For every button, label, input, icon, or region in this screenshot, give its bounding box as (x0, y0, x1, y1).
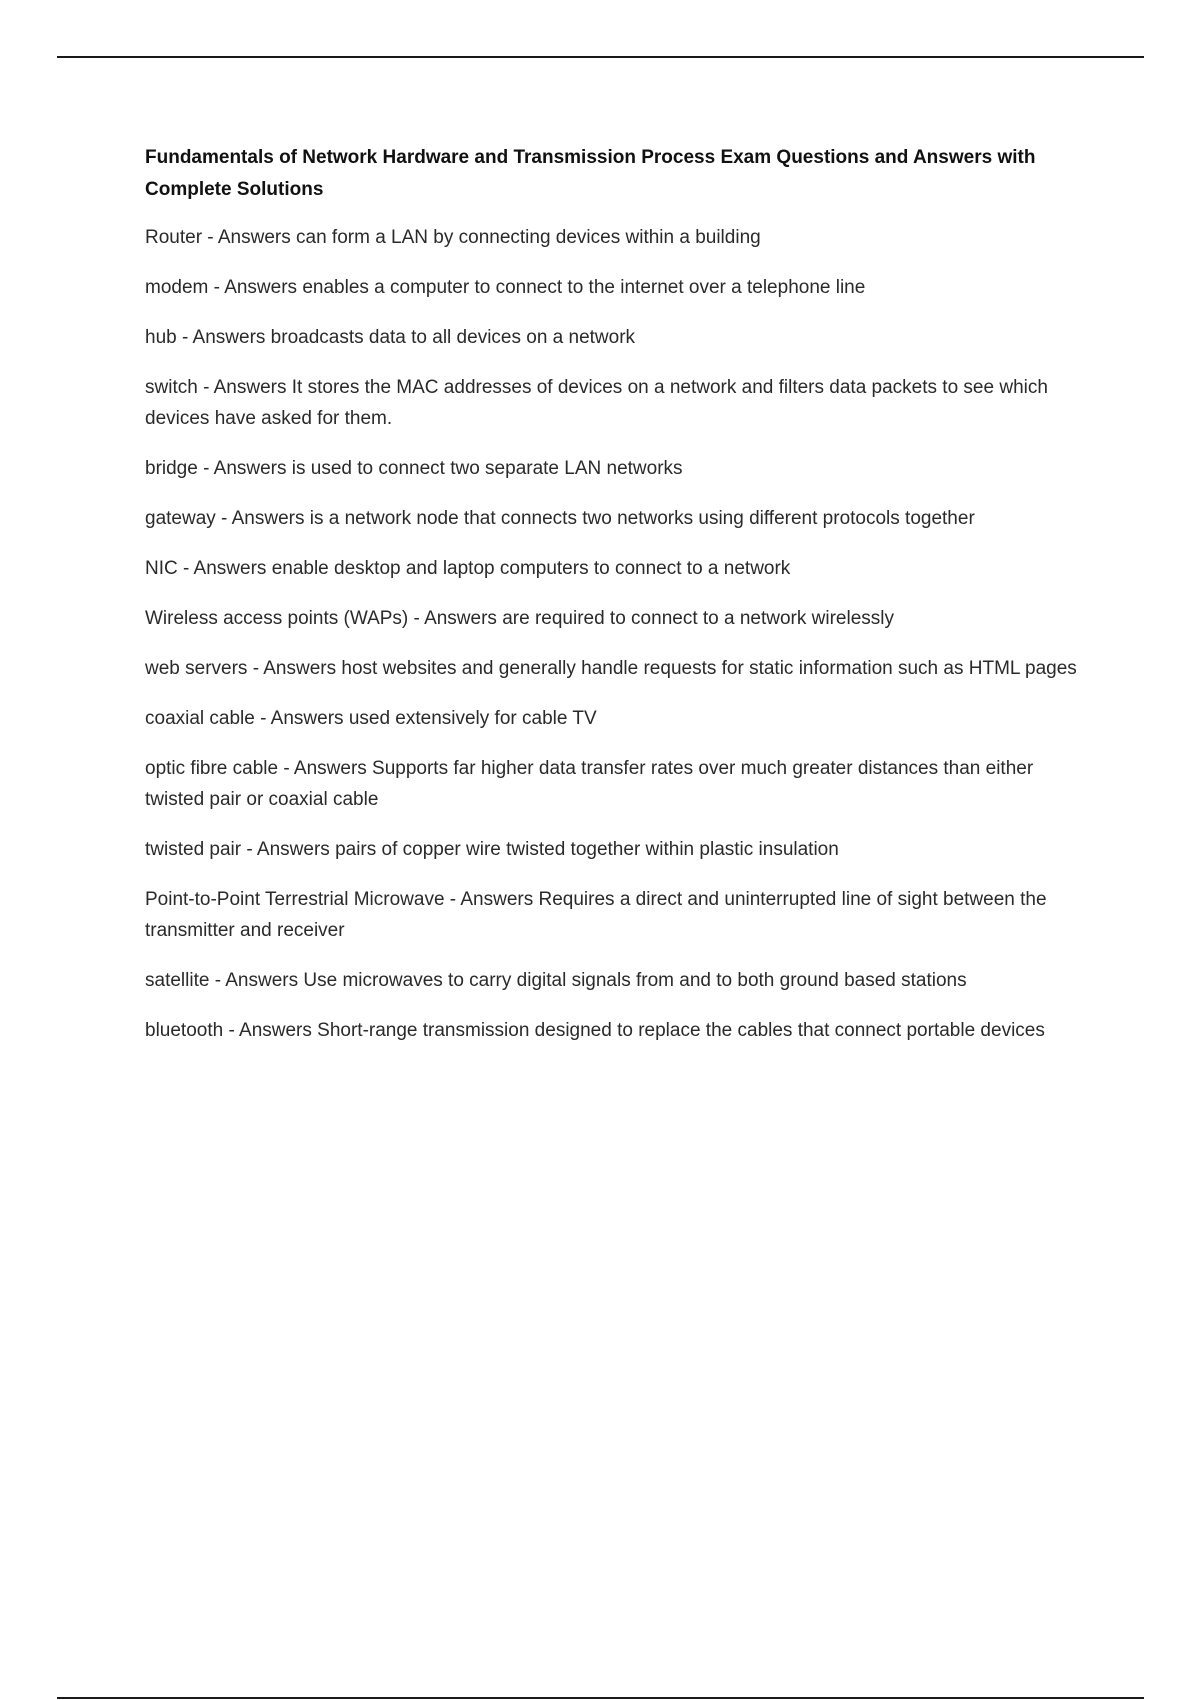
qa-item: switch - Answers It stores the MAC addresses of devices on a network and filters data packets to see which devices have asked for them. (145, 377, 1048, 429)
footer-rule (57, 1697, 1144, 1699)
qa-item: modem - Answers enables a computer to connect to the internet over a telephone line (145, 277, 866, 298)
header-rule (57, 56, 1144, 58)
qa-item: satellite - Answers Use microwaves to carry digital signals from and to both ground based stations (145, 970, 967, 991)
qa-item: NIC - Answers enable desktop and laptop computers to connect to a network (145, 558, 791, 579)
qa-item: twisted pair - Answers pairs of copper wire twisted together within plastic insulation (145, 839, 839, 860)
document-title: Fundamentals of Network Hardware and Transmission Process Exam Questions and Answers with Complete Solutions (145, 147, 1036, 200)
qa-item: hub - Answers broadcasts data to all devices on a network (145, 327, 636, 348)
qa-item: gateway - Answers is a network node that connects two networks using different protocols together (145, 508, 975, 529)
qa-item: bridge - Answers is used to connect two separate LAN networks (145, 458, 683, 479)
qa-item: Wireless access points (WAPs) - Answers are required to connect to a network wirelessly (145, 608, 895, 629)
qa-item: optic fibre cable - Answers Supports far higher data transfer rates over much greater distances than either twisted pair or coaxial cable (145, 758, 1034, 810)
qa-item: coaxial cable - Answers used extensively for cable TV (145, 708, 597, 729)
qa-item: Point-to-Point Terrestrial Microwave - Answers Requires a direct and uninterrupted line of sight between the transmitter and receiver (145, 889, 1047, 941)
qa-item: Router - Answers can form a LAN by connecting devices within a building (145, 227, 761, 248)
qa-item: bluetooth - Answers Short-range transmission designed to replace the cables that connect portable devices (145, 1020, 1045, 1041)
qa-item: web servers - Answers host websites and generally handle requests for static information such as HTML pages (145, 658, 1077, 679)
document-body (145, 142, 1085, 1065)
